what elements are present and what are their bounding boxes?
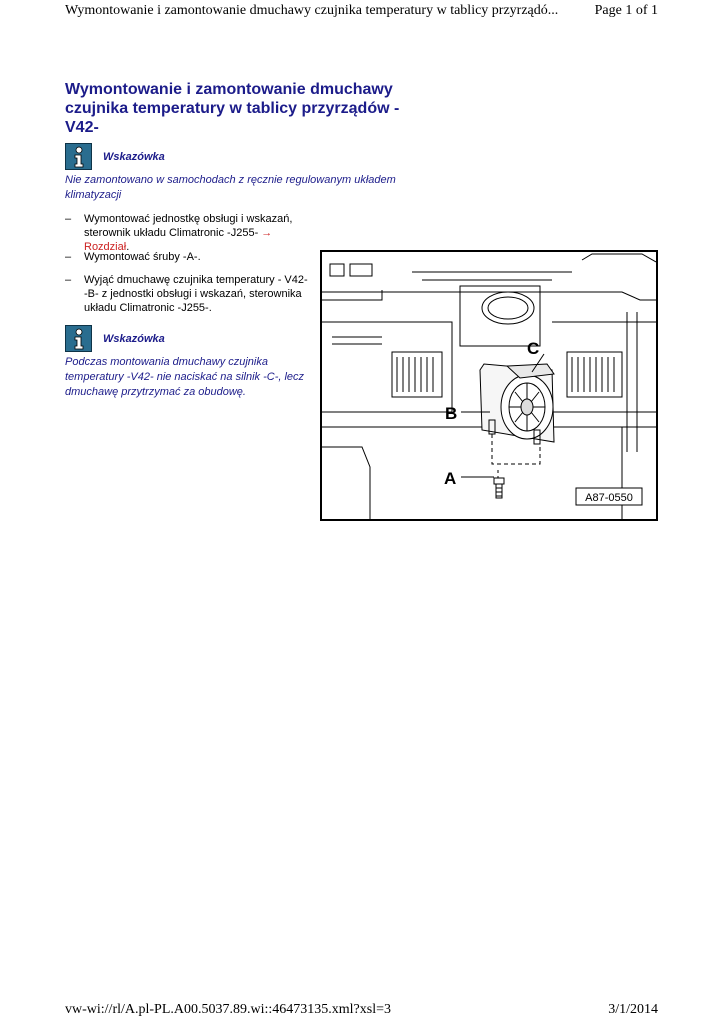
note-text-2: Podczas montowania dmuchawy czujnika temperatury -V42- nie naciskać na silnik -C-, lecz dmuchawę przytrzymać za obudowę.	[65, 356, 305, 398]
footer-url: vw-wi://rl/A.pl-PL.A00.5037.89.wi::46473135.xml?xsl=3	[65, 1002, 391, 1017]
step-1-text: Wymontować jednostkę obsługi i wskazań, sterownik układu Climatronic -J255-	[84, 213, 293, 239]
step-3-text: Wyjąć dmuchawę czujnika temperatury - V42--B- z jednostki obsługi i wskazań, sterownika układu Climatronic -J255-.	[84, 274, 308, 314]
note-label-2: Wskazówka	[103, 332, 165, 345]
step-2-text: Wymontować śruby -A-.	[84, 251, 201, 263]
footer-date: 3/1/2014	[608, 1002, 658, 1017]
chapter-link[interactable]: → Rozdział	[84, 227, 273, 253]
step-2: – Wymontować śruby -A-.	[65, 251, 201, 263]
header-page: Page 1 of 1	[594, 3, 658, 18]
label-b: B	[445, 404, 458, 423]
note-header-2	[65, 325, 165, 352]
header-title: Wymontowanie i zamontowanie dmuchawy czujnika temperatury w tablicy przyrządó...	[65, 3, 559, 18]
figure-code: A87-0550	[585, 492, 633, 504]
note-text-1: Nie zamontowano w samochodach z ręcznie regulowanym układem klimatyzacji	[65, 174, 396, 201]
note-header-1	[65, 143, 165, 170]
step-1-tail: .	[126, 241, 130, 253]
step-1: – Wymontować jednostkę obsługi i wskazań, sterownik układu Climatronic -J255- → Rozdział.	[65, 213, 293, 253]
note-label-1: Wskazówka	[103, 150, 165, 163]
info-icon	[65, 325, 92, 352]
print-footer	[65, 1002, 658, 1018]
label-c: C	[527, 339, 540, 358]
step-3: – Wyjąć dmuchawę czujnika temperatury - V42--B- z jednostki obsługi i wskazań, sterownika układu Climatronic -J255-.	[65, 273, 310, 315]
info-icon	[65, 143, 92, 170]
print-header	[65, 3, 658, 19]
page-title: Wymontowanie i zamontowanie dmuchawy czujnika temperatury w tablicy przyrządów - V42-	[65, 81, 400, 136]
blower-illustration	[320, 250, 658, 521]
label-a: A	[444, 469, 457, 488]
